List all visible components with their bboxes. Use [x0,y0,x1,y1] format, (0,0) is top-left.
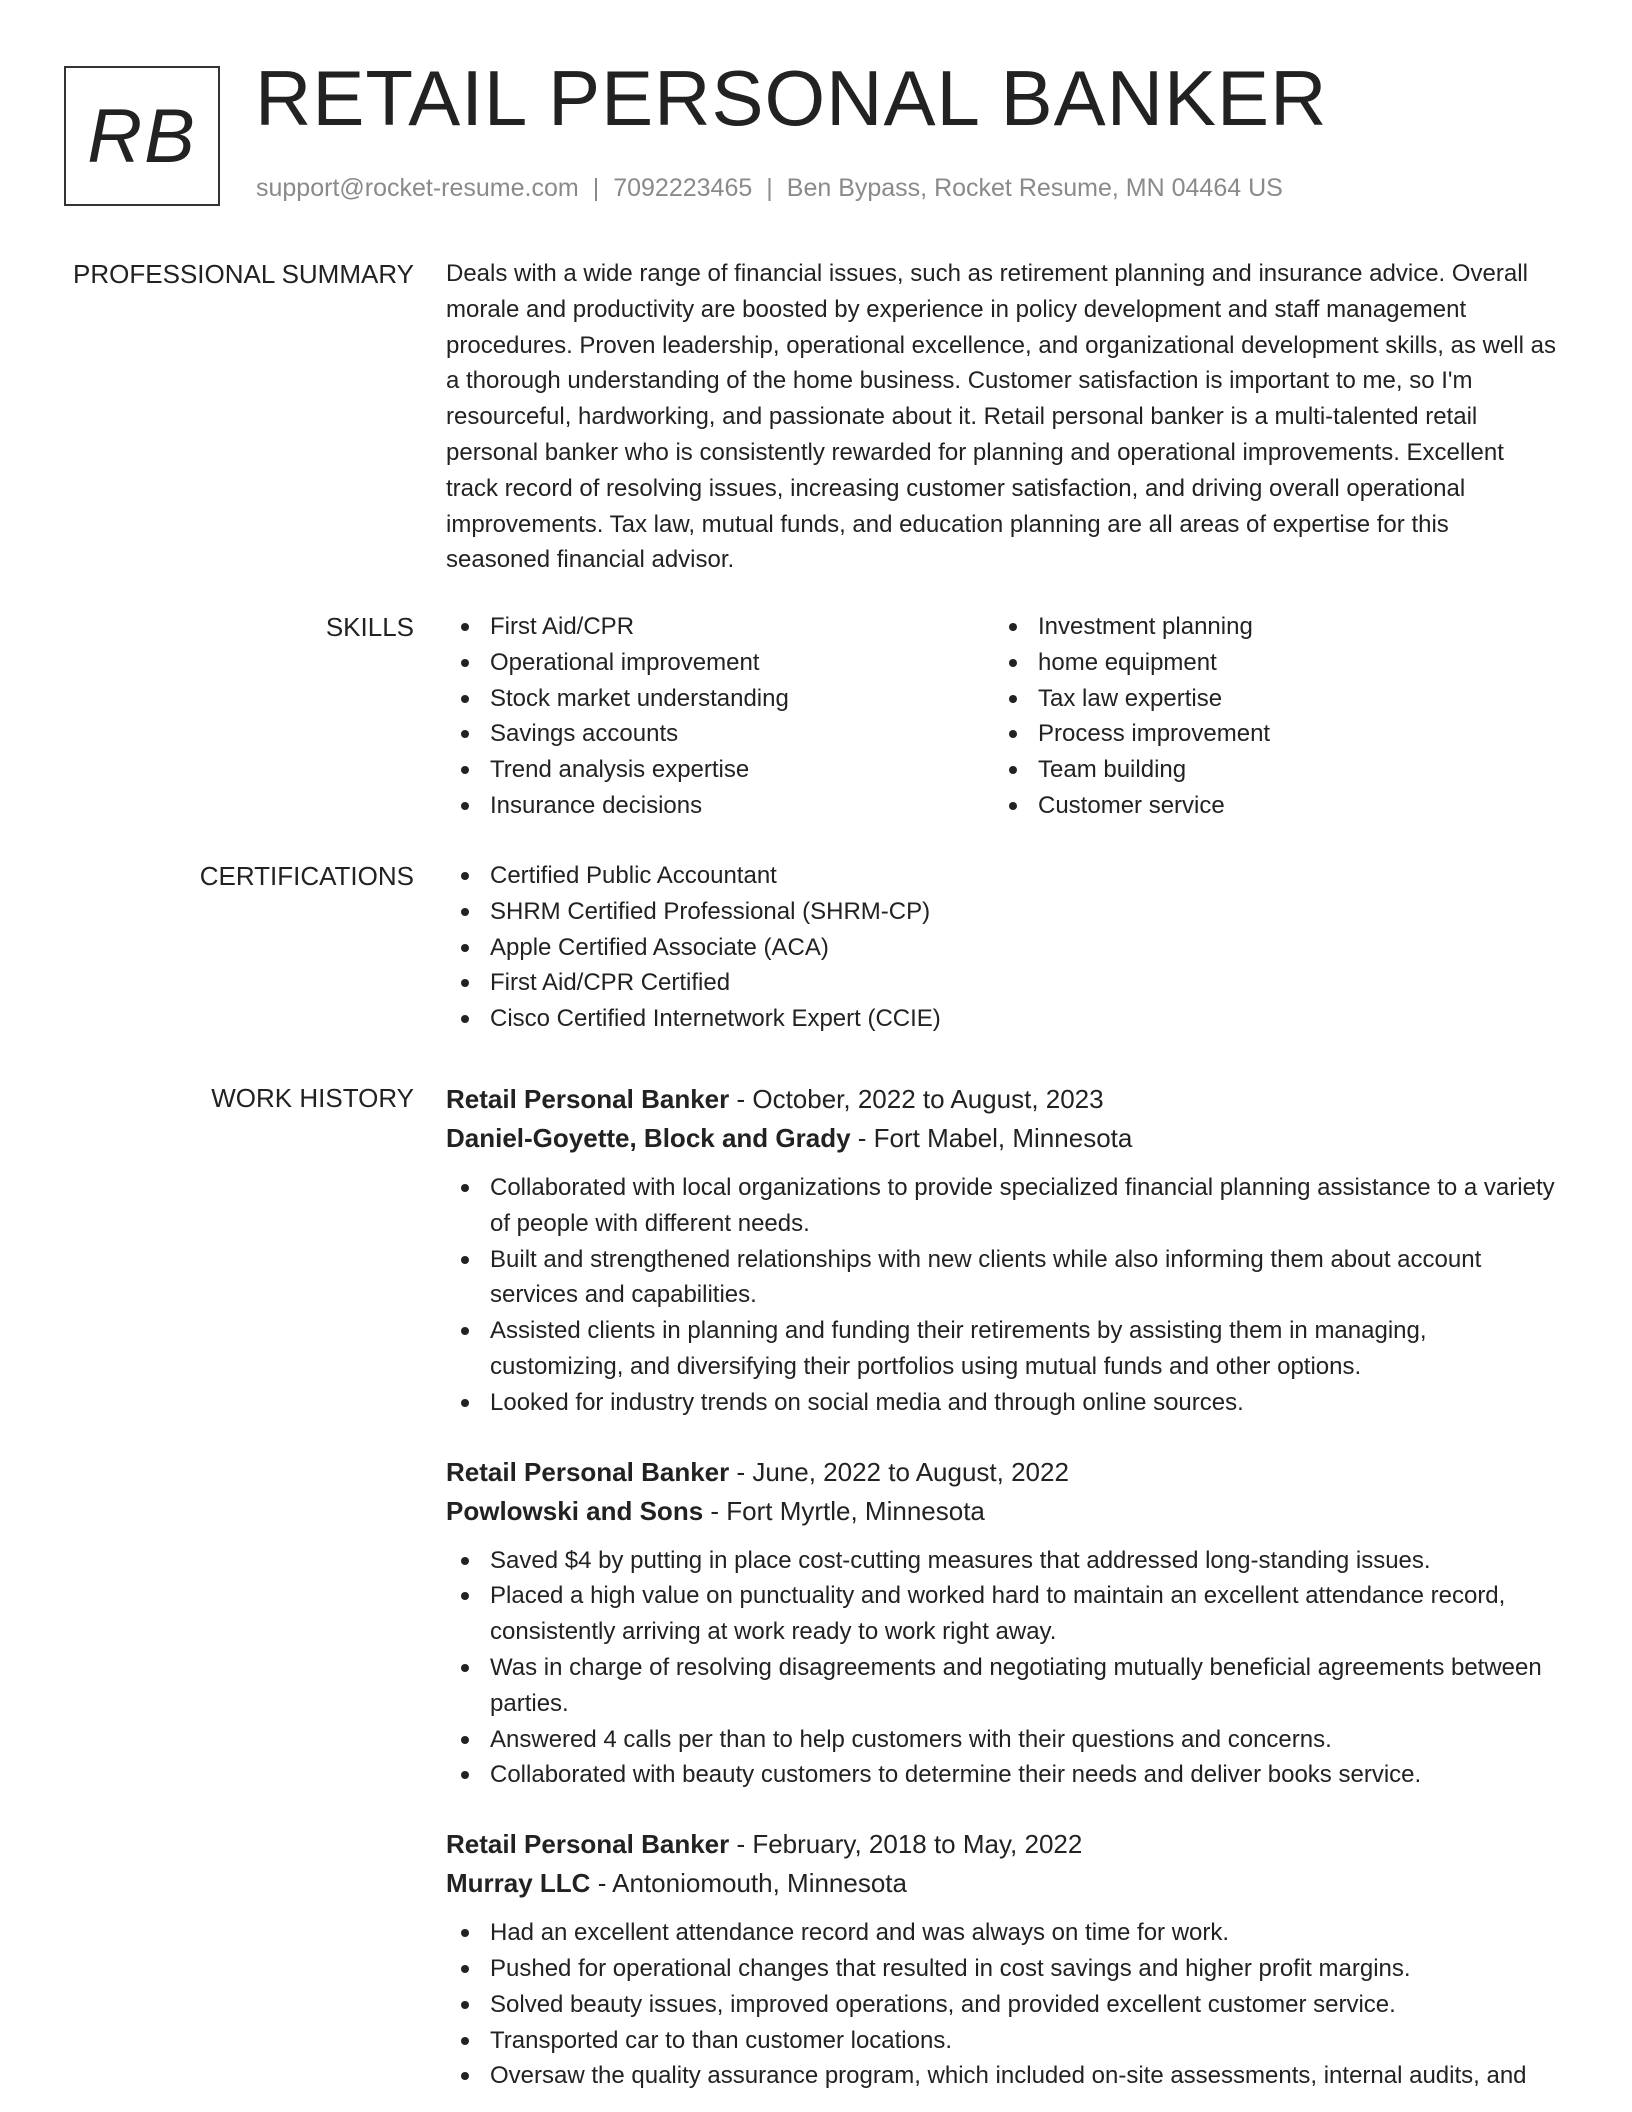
contact-line [256,174,1283,203]
skill-item: Tax law expertise [994,681,1542,717]
job-company: Daniel-Goyette, Block and Grady [446,1123,851,1153]
job-bullets [446,1915,1556,2094]
job-title: Retail Personal Banker [446,1829,730,1860]
job-location: - Fort Myrtle, Minnesota [703,1495,985,1526]
job-bullets [446,1543,1556,1794]
job-dates: - October, 2022 to August, 2023 [729,1084,1104,1114]
skills-list-left [446,609,994,824]
job-bullet: Pushed for operational changes that resulted in cost savings and higher profit margins. [446,1951,1556,1987]
job-entry [446,1080,1556,1421]
job-entry [446,1825,1556,2094]
job-company: Murray LLC [446,1868,591,1899]
job-bullets [446,1170,1556,1421]
job-bullet: Built and strengthened relationships with new clients while also informing them about account services and capabilities. [446,1242,1556,1314]
job-dates: - June, 2022 to August, 2022 [729,1456,1069,1487]
skill-item: Insurance decisions [446,788,994,824]
contact-separator: | [592,174,600,202]
certification-item: SHRM Certified Professional (SHRM-CP) [446,894,1556,930]
job-bullet: Looked for industry trends on social media and through online sources. [446,1385,1556,1421]
job-company-line [446,1119,1556,1158]
job-bullet: Assisted clients in planning and funding their retirements by assisting them in managing, customizing, and diversifying their portfolios using mutual funds and other options. [446,1313,1556,1385]
job-title: Retail Personal Banker [446,1084,730,1114]
certification-item: Apple Certified Associate (ACA) [446,930,1556,966]
contact-phone[interactable]: 7092223465 [613,174,753,202]
contact-email[interactable]: support@rocket-resume.com [256,174,579,202]
job-title-line [446,1825,1556,1864]
job-company: Powlowski and Sons [446,1495,704,1526]
skill-item: Team building [994,752,1542,788]
job-title-line [446,1453,1556,1492]
job-bullet: Was in charge of resolving disagreements and negotiating mutually beneficial agreements between parties. [446,1650,1556,1722]
skill-item: home equipment [994,645,1542,681]
job-location: - Fort Mabel, Minnesota [850,1123,1133,1153]
skill-item: Process improvement [994,716,1542,752]
job-company-line [446,1492,1556,1531]
resume-title: RETAIL PERSONAL BANKER [255,54,1328,142]
job-bullet: Solved beauty issues, improved operations, and provided excellent customer service. [446,1987,1556,2023]
job-location: - Antoniomouth, Minnesota [590,1868,907,1899]
job-bullet: Collaborated with local organizations to provide specialized financial planning assistance to a variety of people with different needs. [446,1170,1556,1242]
skill-item: Customer service [994,788,1542,824]
monogram-initials: RB [87,93,197,179]
job-bullet: Had an excellent attendance record and was always on time for work. [446,1915,1556,1951]
skill-item: Trend analysis expertise [446,752,994,788]
skill-item: Operational improvement [446,645,994,681]
section-heading-certifications: CERTIFICATIONS [199,861,414,891]
contact-separator: | [766,174,773,202]
certification-item: Cisco Certified Internetwork Expert (CCIE) [446,1001,1556,1037]
job-title-line [446,1080,1556,1119]
job-bullet: Saved $4 by putting in place cost-cutting measures that addressed long-standing issues. [446,1543,1556,1579]
job-bullet: Placed a high value on punctuality and worked hard to maintain an excellent attendance record, consistently arriving at work ready to work right away. [446,1578,1556,1650]
skill-item: Stock market understanding [446,681,994,717]
job-bullet: Collaborated with beauty customers to determine their needs and deliver books service. [446,1757,1556,1793]
skill-item: Savings accounts [446,716,994,752]
job-dates: - February, 2018 to May, 2022 [729,1829,1083,1860]
job-title: Retail Personal Banker [446,1456,730,1487]
section-heading-skills: SKILLS [325,612,414,642]
contact-address: Ben Bypass, Rocket Resume, MN 04464 US [786,174,1283,202]
section-heading-summary: PROFESSIONAL SUMMARY [73,259,414,289]
skills-list-right [994,609,1542,824]
job-bullet: Answered 4 calls per than to help customers with their questions and concerns. [446,1722,1556,1758]
summary-text: Deals with a wide range of financial issues, such as retirement planning and insurance advice. Overall morale and productivity are boosted by experience in policy development and staff management procedures. Proven leadership, operational excellence, and organizational development skills, as well as a thorough understanding of the home business. Customer satisfaction is important to me, so I'm resourceful, hardworking, and passionate about it. Retail personal banker is a multi-talented retail personal banker who is consistently rewarded for planning and operational improvements. Excellent track record of resolving issues, increasing customer satisfaction, and driving overall operational improvements. Tax law, mutual funds, and education planning are all areas of expertise for this seasoned financial advisor. [446,260,1556,574]
certification-item: Certified Public Accountant [446,858,1556,894]
job-bullet: Oversaw the quality assurance program, which included on-site assessments, internal audits, and [446,2058,1556,2094]
job-entry [446,1453,1556,1794]
job-company-line [446,1864,1556,1903]
monogram-badge [64,66,220,206]
skill-item: First Aid/CPR [446,609,994,645]
job-bullet: Transported car to than customer locations. [446,2023,1556,2059]
skill-item: Investment planning [994,609,1542,645]
certifications-list [446,858,1556,1037]
section-heading-work-history: WORK HISTORY [211,1083,414,1113]
certification-item: First Aid/CPR Certified [446,965,1556,1001]
